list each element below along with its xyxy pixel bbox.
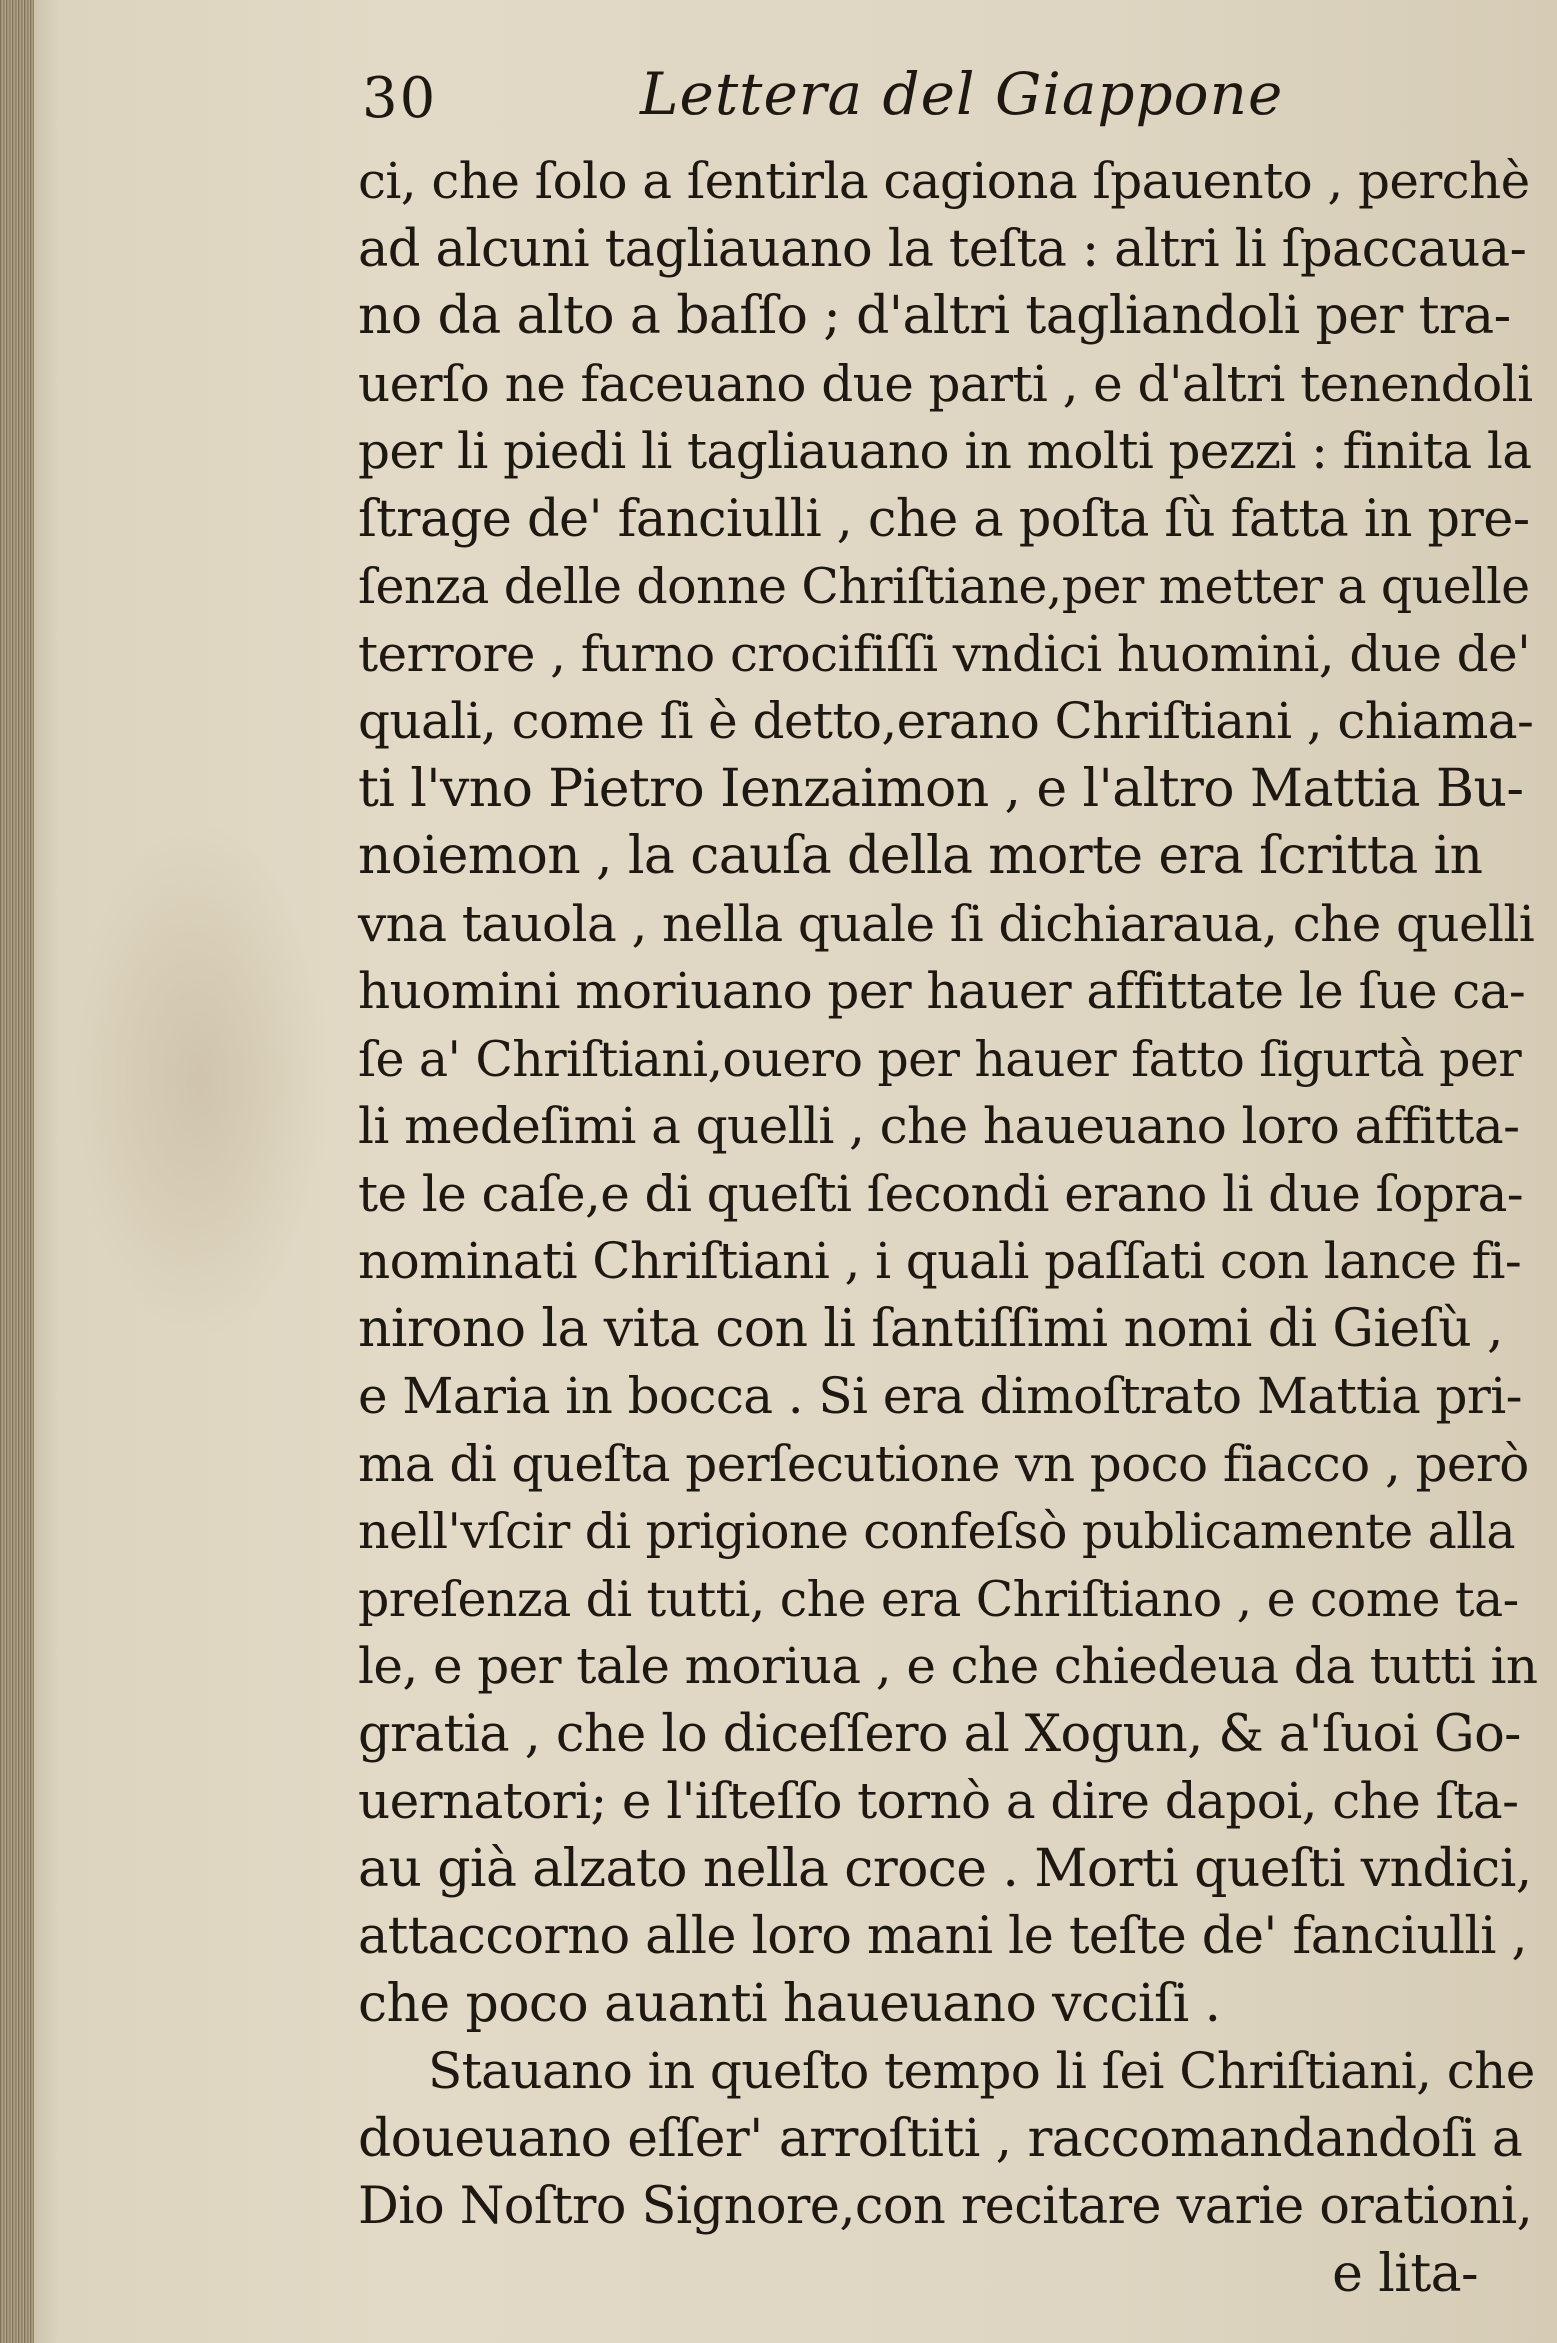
text-line-paragraph-start: Stauano in queſto tempo li ſei Chriſtiani, che [428,2042,1535,2100]
text-line: no da alto a baſſo ; d'altri tagliandoli per tra- [358,286,1511,346]
text-line: ci, che ſolo a ſentirla cagiona ſpauento , perchè [358,152,1530,210]
text-line: le, e per tale moriua , e che chiedeua da tutti in [358,1637,1538,1695]
text-line: nell'vſcir di prigione confeſsò publicamente alla [358,1503,1515,1560]
text-line: quali, come ſi è detto,erano Chriſtiani , chiama- [358,692,1534,750]
text-line: li medeſimi a quelli , che haueuano loro affitta- [358,1097,1520,1155]
text-line: nirono la vita con li ſantiſſimi nomi di Gieſù , [358,1298,1503,1359]
text-line: che poco auanti haueuano vcciſi . [358,1973,1221,2034]
body-text [358,148,1538,2308]
text-line: e Maria in bocca . Si era dimoſtrato Mattia pri- [358,1367,1522,1425]
text-line: Dio Noſtro Signore,con recitare varie orationi, [358,2177,1533,2236]
text-line: uerſo ne faceuano due parti , e d'altri tenendoli [358,354,1533,413]
paper-stain [70,820,330,1340]
text-line: ſe a' Chriſtiani,ouero per hauer fatto ſigurtà per [358,1030,1522,1088]
text-line: uernatori; e l'iſteſſo tornò a dire dapoi, che ſta- [358,1772,1519,1830]
text-line: vna tauola , nella quale ſi dichiaraua, che quelli [358,894,1535,953]
text-line: ſtrage de' fanciulli , che a poſta ſù fatta in pre- [358,489,1530,549]
text-line: ma di queſta perſecutione vn poco fiacco , però [358,1434,1529,1493]
text-line: per li piedi li tagliauano in molti pezzi : finita la [358,422,1532,480]
text-line: ſenza delle donne Chriſtiane,per metter a quelle [358,558,1530,615]
text-line: terrore , furno crocifiſſi vndici huomini, due de' [358,624,1531,683]
text-line: ti l'vno Pietro Ienzaimon , e l'altro Mattia Bu- [358,758,1524,819]
text-line: ad alcuni tagliauano la teſta : altri li ſpaccaua- [358,219,1527,279]
page-number: 30 [362,66,438,131]
catchword: e lita- [1332,2243,1478,2304]
page-header [362,60,1362,140]
text-line: doueuano eſſer' arroſtiti , raccomandandoſi a [358,2108,1523,2169]
text-line: huomini moriuano per hauer affittate le ſue ca- [358,962,1526,1020]
text-line: te le caſe,e di queſti ſecondi erano li due ſopra- [358,1164,1524,1223]
text-line: au già alzato nella croce . Morti queſti vndici, [358,1838,1532,1899]
text-line: gratia , che lo diceſſero al Xogun, & a'ſuoi Go- [358,1704,1521,1764]
text-line: noiemon , la cauſa della morte era ſcritta in [358,826,1483,886]
page-edge [0,0,34,2343]
text-line: preſenza di tutti, che era Chriſtiano , e come ta- [358,1570,1519,1628]
text-line: attaccorno alle loro mani le teſte de' fanciulli , [358,1907,1528,1966]
running-title: Lettera del Giappone [640,60,1284,128]
text-line: nominati Chriſtiani , i quali paſſati con lance fi- [358,1232,1522,1290]
